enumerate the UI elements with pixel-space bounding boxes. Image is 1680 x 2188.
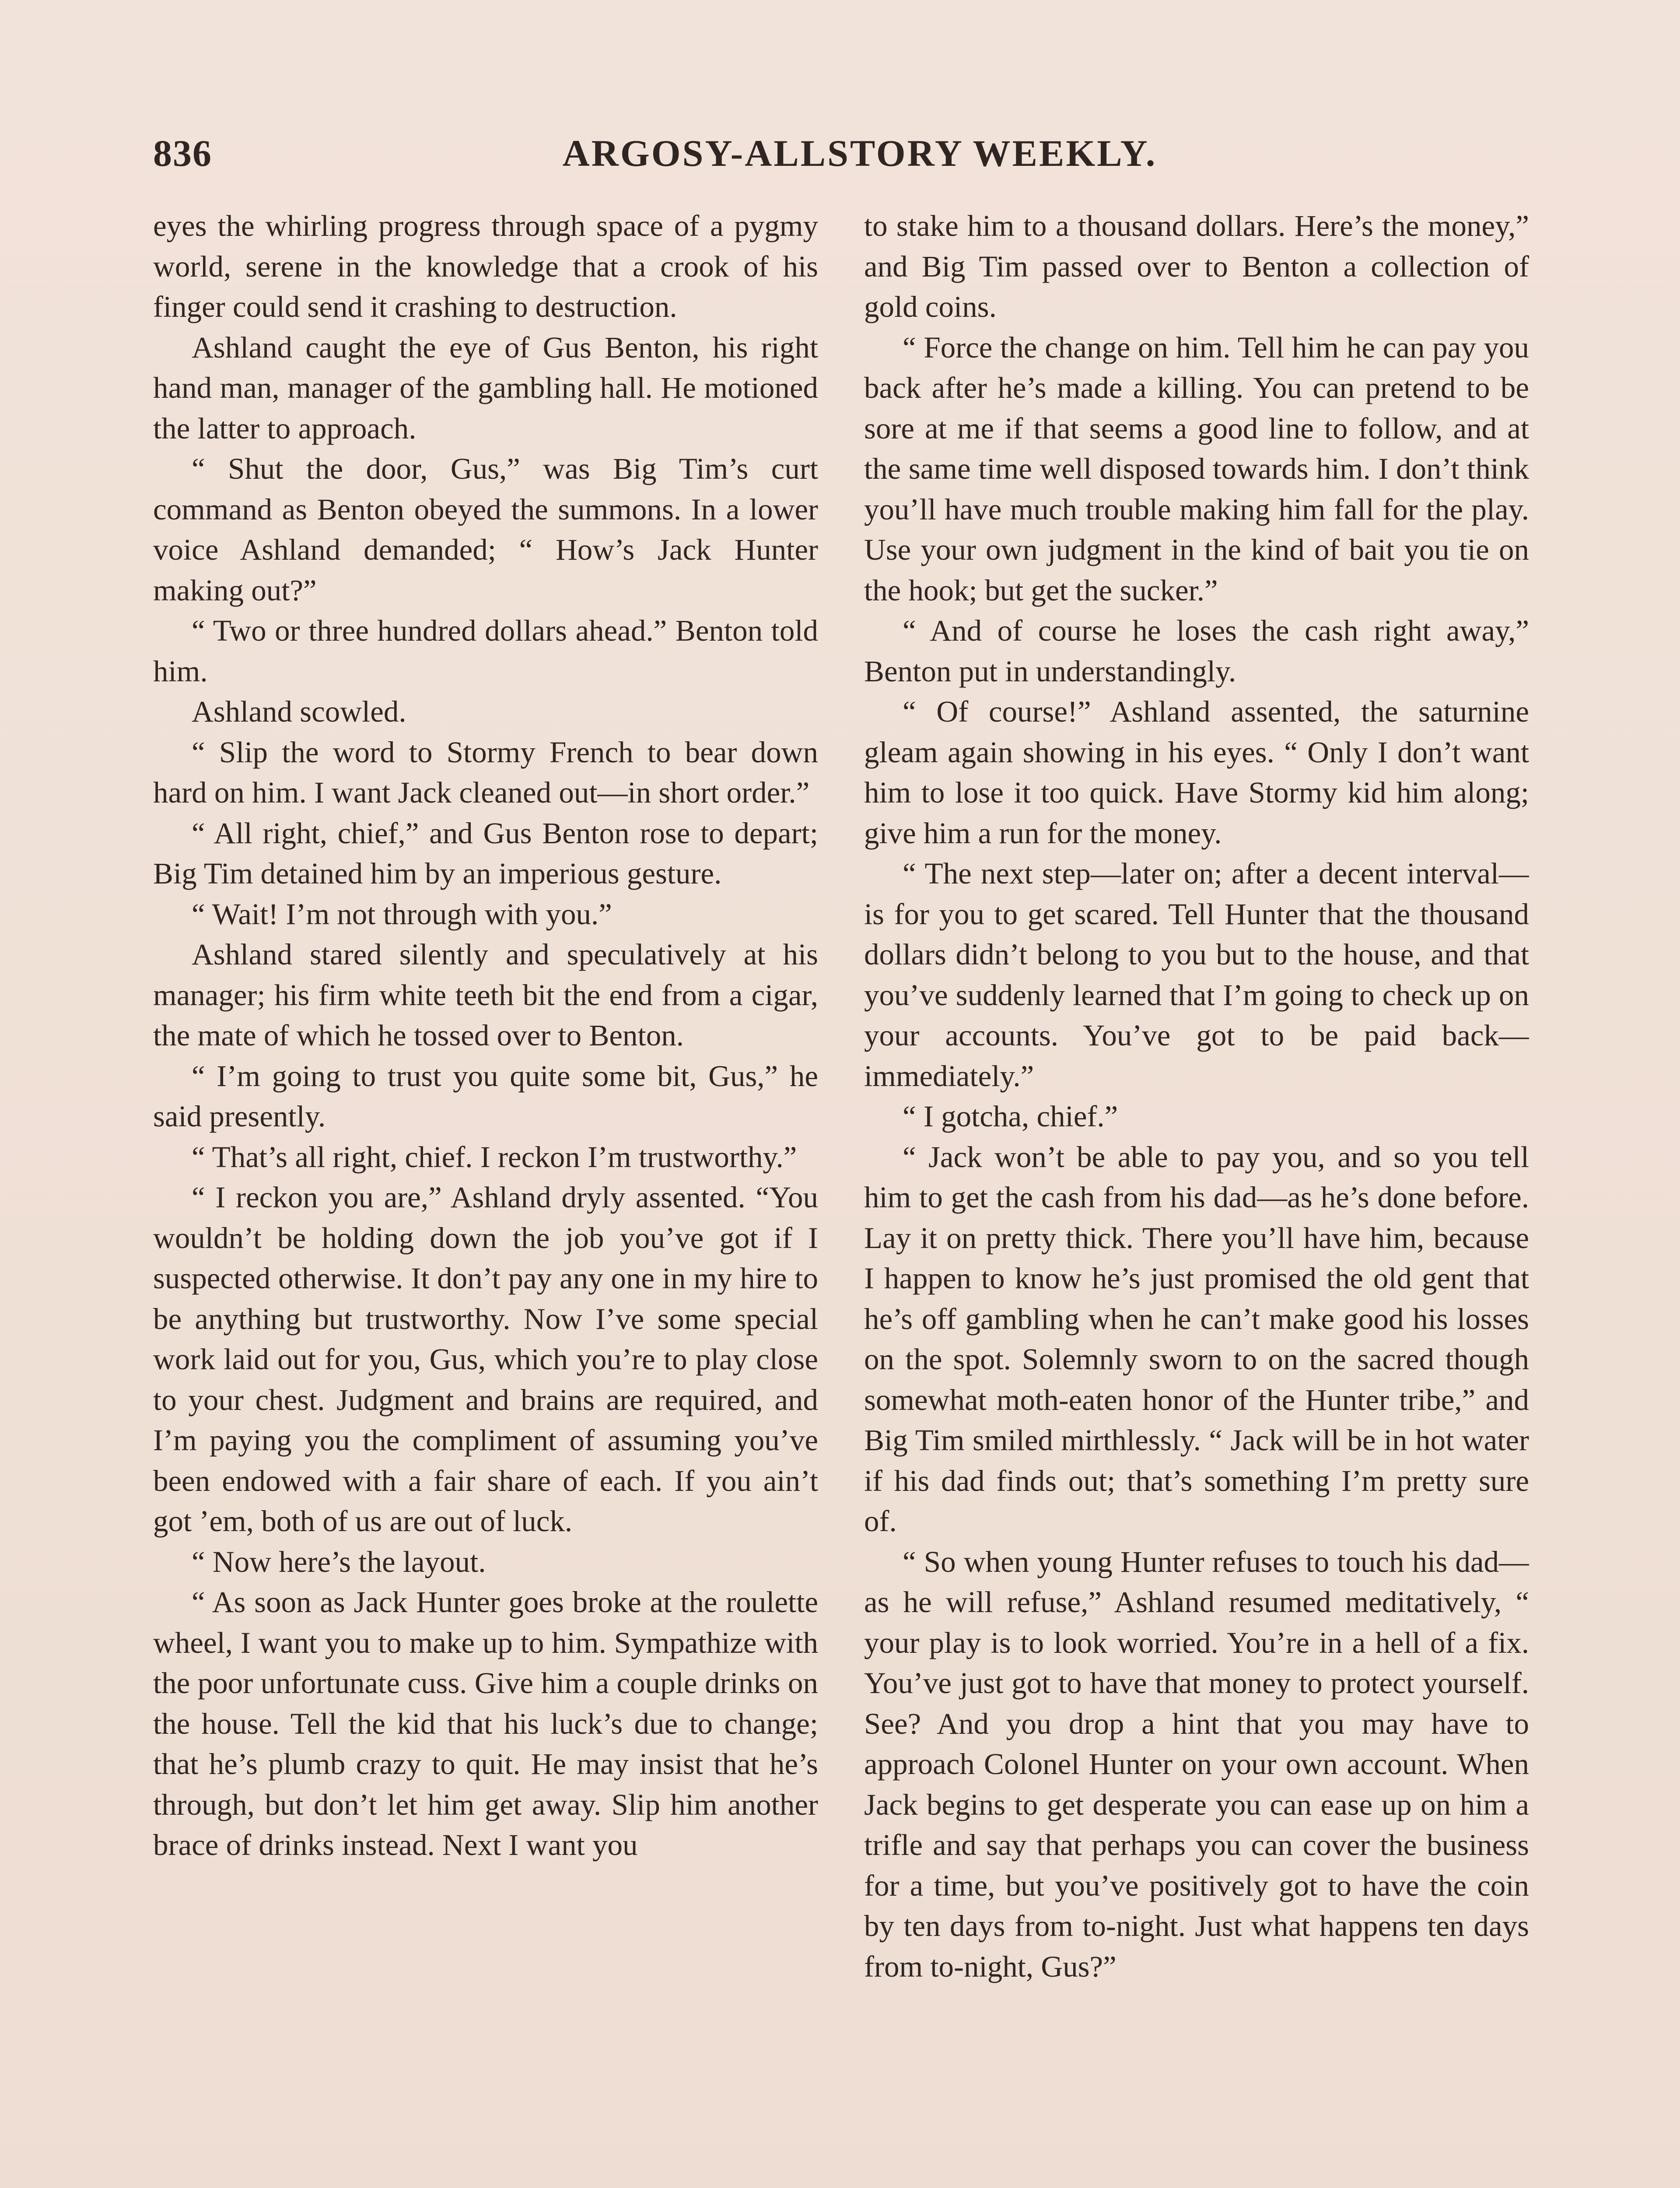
body-paragraph: “ Force the change on him. Tell him he can pay you back after he’s made a killing. You can pretend to be sore at me if that seems a good line to follow, and at the same time well disposed towards him. I don’t think you’ll have much trouble making him fall for the play. Use your own judgment in the kind of bait you tie on the hook; but get the sucker.” [864, 330, 1529, 607]
body-paragraph: “ So when young Hunter refuses to touch his dad—as he will refuse,” Ashland resumed meditatively, “ your play is to look worried. You’re in a hell of a fix. You’ve just got to have that money to protect yourself. See? And you drop a hint that you may have to approach Colonel Hunter on your own account. When Jack begins to get desperate you can ease up on him a trifle and say that perhaps you can cover the business for a time, but you’ve positively got to have the coin by ten days from to-night. Just what happens ten days from to-night, Gus?” [864, 1545, 1529, 1983]
page-header [153, 131, 1566, 184]
body-paragraph: “ That’s all right, chief. I reckon I’m trustworthy.” [192, 1140, 797, 1174]
page-number: 836 [153, 132, 212, 174]
body-paragraph: “ Wait! I’m not through with you.” [192, 897, 612, 931]
body-paragraph: “ The next step—later on; after a decent interval—is for you to get scared. Tell Hunter that the thousand dollars didn’t belong to you but to the house, and that you’ve suddenly learned that I’m going to check up on your accounts. You’ve got to be paid back—immediately.” [864, 857, 1529, 1093]
body-paragraph: Ashland stared silently and speculatively at his manager; his firm white teeth bit the end from a cigar, the mate of which he tossed over to Benton. [153, 938, 818, 1052]
left-text-column [153, 206, 818, 2188]
body-paragraph: “ I gotcha, chief.” [903, 1100, 1118, 1133]
right-text-column [864, 206, 1529, 2188]
body-paragraph: Ashland scowled. [192, 695, 406, 728]
body-paragraph: “ Jack won’t be able to pay you, and so you tell him to get the cash from his dad—as he’s done before. Lay it on pretty thick. There you’ll have him, because I happen to know he’s just promised the old gent that he’s off gambling when he can’t make good his losses on the spot. Solemnly sworn to on the sacred though somewhat moth-eaten honor of the Hunter tribe,” and Big Tim smiled mirthlessly. “ Jack will be in hot water if his dad finds out; that’s something I’m pretty sure of. [864, 1140, 1529, 1538]
body-paragraph: “ Of course!” Ashland assented, the saturnine gleam again showing in his eyes. “ Only I don’t want him to lose it too quick. Have Stormy kid him along; give him a run for the money. [864, 695, 1529, 850]
running-head: ARGOSY-ALLSTORY WEEKLY. [562, 132, 1157, 174]
body-paragraph: “ All right, chief,” and Gus Benton rose to depart; Big Tim detained him by an imperious gesture. [153, 816, 818, 890]
body-paragraph: “ Two or three hundred dollars ahead.” Benton told him. [153, 614, 818, 688]
body-paragraph: “ Slip the word to Stormy French to bear down hard on him. I want Jack cleaned out—in short order.” [153, 735, 818, 809]
body-paragraph: “ I reckon you are,” Ashland dryly assented. “You wouldn’t be holding down the job you’ve got if I suspected otherwise. It don’t pay any one in my hire to be anything but trustworthy. Now I’ve some special work laid out for you, Gus, which you’re to play close to your chest. Judgment and brains are required, and I’m paying you the compliment of assuming you’ve been endowed with a fair share of each. If you ain’t got ’em, both of us are out of luck. [153, 1181, 818, 1538]
body-paragraph: “ And of course he loses the cash right away,” Benton put in understandingly. [864, 614, 1529, 688]
body-paragraph: “ As soon as Jack Hunter goes broke at the roulette wheel, I want you to make up to him. Sympathize with the poor unfortunate cuss. Give him a couple drinks on the house. Tell the kid that his luck’s due to change; that he’s plumb crazy to quit. He may insist that he’s through, but don’t let him get away. Slip him another brace of drinks instead. Next I want you [153, 1585, 818, 1862]
body-paragraph: to stake him to a thousand dollars. Here’s the money,” and Big Tim passed over to Benton a collection of gold coins. [864, 209, 1529, 323]
body-paragraph: “ I’m going to trust you quite some bit, Gus,” he said presently. [153, 1059, 818, 1133]
body-paragraph: Ashland caught the eye of Gus Benton, his right hand man, manager of the gambling hall. He motioned the latter to approach. [153, 330, 818, 445]
body-paragraph: “ Shut the door, Gus,” was Big Tim’s curt command as Benton obeyed the summons. In a lower voice Ashland demanded; “ How’s Jack Hunter making out?” [153, 452, 818, 607]
body-paragraph: “ Now here’s the layout. [192, 1545, 486, 1578]
body-paragraph: eyes the whirling progress through space of a pygmy world, serene in the knowledge that a crook of his finger could send it crashing to destruction. [153, 209, 818, 323]
